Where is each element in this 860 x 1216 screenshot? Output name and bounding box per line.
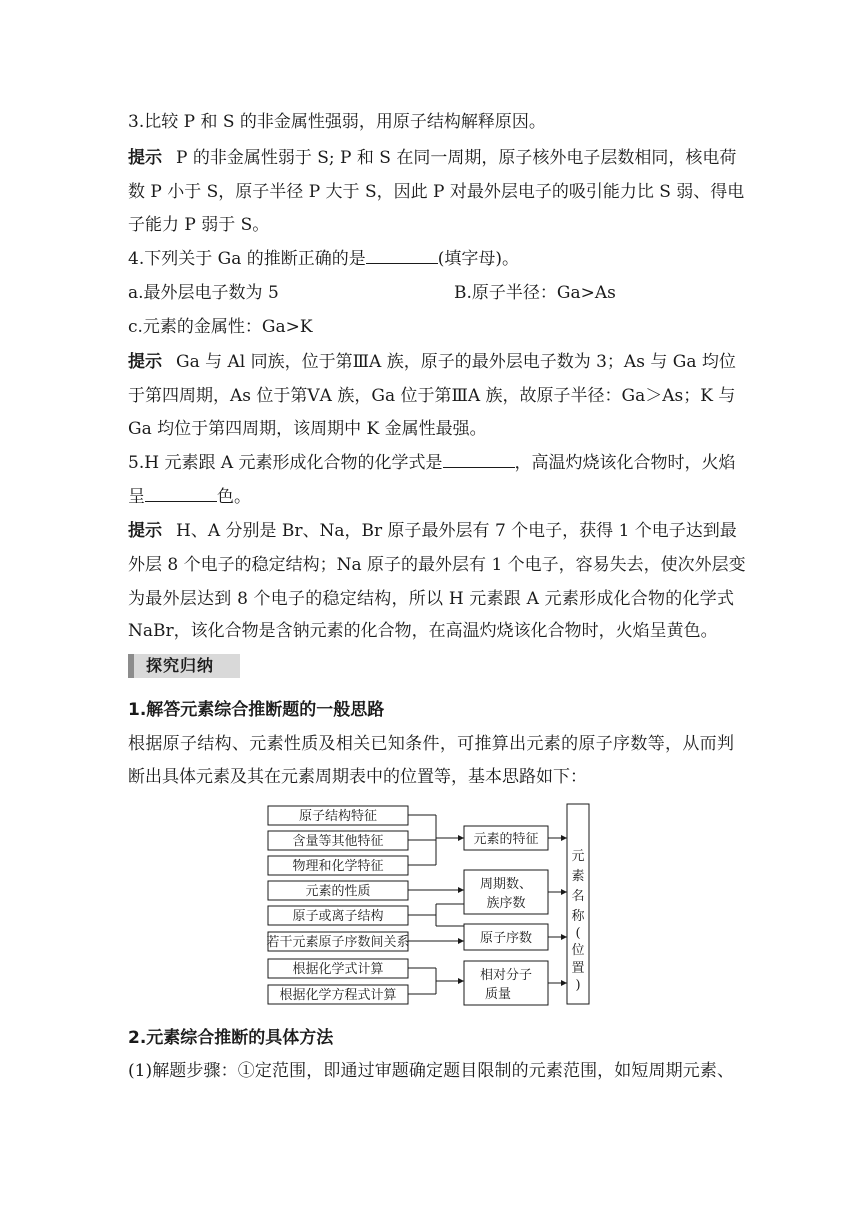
paragraph-2-line-1: (1)解题步骤：①定范围，即通过审题确定题目限制的元素范围，如短周期元素、	[128, 1061, 734, 1081]
question-4-text: 4.下列关于 Ga 的推断正确的是	[128, 249, 366, 269]
diagram-label: 质量	[484, 987, 512, 1002]
hint-3-line-3: 子能力 P 弱于 S。	[128, 215, 270, 235]
answer-blank[interactable]	[145, 487, 217, 502]
diagram-label: 元	[571, 849, 585, 864]
flow-diagram	[266, 800, 594, 1010]
subhead-1: 1.解答元素综合推断题的一般思路	[128, 700, 385, 720]
diagram-label: 周期数、	[479, 877, 533, 892]
answer-blank[interactable]	[443, 453, 515, 468]
question-3: 3.比较 P 和 S 的非金属性强弱，用原子结构解释原因。	[128, 112, 546, 132]
diagram-label: 根据化学式计算	[292, 962, 384, 977]
diagram-label: )	[575, 978, 581, 993]
diagram-label: 称	[571, 909, 585, 924]
question-5-text-4: 色。	[217, 487, 251, 507]
paragraph-1-line-2: 断出具体元素及其在元素周期表中的位置等，基本思路如下：	[128, 767, 587, 787]
question-5-text-3: 呈	[128, 487, 145, 507]
hint-5-line-3: 为最外层达到 8 个电子的稳定结构，所以 H 元素跟 A 元素形成化合物的化学式	[128, 589, 734, 609]
option-b: B.原子半径：Ga>As	[454, 283, 616, 303]
hint-label: 提示	[128, 352, 162, 372]
diagram-label: 置	[571, 961, 585, 976]
diagram-label: 根据化学方程式计算	[279, 988, 397, 1003]
diagram-label: 位	[571, 943, 585, 958]
question-5-text: 5.H 元素跟 A 元素形成化合物的化学式是	[128, 453, 443, 473]
diagram-label: 原子或离子结构	[292, 909, 384, 924]
diagram-label: 元素的性质	[305, 884, 371, 899]
diagram-label: 元素的特征	[473, 832, 539, 847]
option-a: a.最外层电子数为 5	[128, 283, 279, 303]
paragraph-1-line-1: 根据原子结构、元素性质及相关已知条件，可推算出元素的原子序数等，从而判	[128, 734, 734, 754]
question-4-tail: (填字母)。	[437, 249, 520, 269]
hint-text: Ga 与 Al 同族，位于第ⅢA 族，原子的最外层电子数为 3；As 与 Ga 均位	[176, 352, 736, 372]
question-5-line-1	[128, 453, 734, 473]
diagram-label: 原子结构特征	[298, 809, 378, 824]
hint-5-line-2: 外层 8 个电子的稳定结构；Na 原子的最外层有 1 个电子，容易失去，使次外层变	[128, 555, 746, 575]
hint-5-line-4: NaBr，该化合物是含钠元素的化合物，在高温灼烧该化合物时，火焰呈黄色。	[128, 621, 718, 641]
question-5-line-2	[128, 487, 734, 507]
subhead-2: 2.元素综合推断的具体方法	[128, 1028, 334, 1048]
section-header	[128, 654, 240, 678]
hint-4-line-1	[128, 352, 734, 372]
answer-blank[interactable]	[366, 249, 438, 264]
diagram-label: 若干元素原子序数间关系	[266, 935, 410, 950]
diagram-label: 原子序数	[479, 931, 533, 946]
diagram-label: 族序数	[486, 896, 526, 911]
diagram-label: 素	[571, 869, 585, 884]
hint-label: 提示	[128, 148, 162, 168]
hint-3-line-1	[128, 148, 737, 168]
hint-4-line-3: Ga 均位于第四周期，该周期中 K 金属性最强。	[128, 419, 487, 439]
option-c: c.元素的金属性：Ga>K	[128, 317, 313, 337]
diagram-label: (	[575, 926, 581, 941]
hint-3-line-2: 数 P 小于 S，原子半径 P 大于 S，因此 P 对最外层电子的吸引能力比 S 弱、得电	[128, 182, 745, 202]
options-row	[128, 283, 734, 303]
hint-text: H、A 分别是 Br、Na，Br 原子最外层有 7 个电子，获得 1 个电子达到最	[176, 521, 737, 541]
diagram-label: 名	[571, 889, 585, 904]
hint-label: 提示	[128, 521, 162, 541]
diagram-label: 物理和化学特征	[292, 859, 384, 874]
question-4	[128, 249, 734, 269]
section-title: 探究归纳	[146, 656, 215, 675]
diagram-label: 相对分子	[479, 968, 533, 983]
question-5-text-2: ，高温灼烧该化合物时，火焰	[514, 453, 736, 473]
diagram-label: 含量等其他特征	[292, 834, 384, 849]
hint-4-line-2: 于第四周期，As 位于第ⅤA 族，Ga 位于第ⅢA 族，故原子半径：Ga＞As；K 与	[128, 386, 736, 406]
hint-5-line-1	[128, 521, 737, 541]
hint-text: P 的非金属性弱于 S; P 和 S 在同一周期，原子核外电子层数相同，核电荷	[176, 148, 737, 168]
